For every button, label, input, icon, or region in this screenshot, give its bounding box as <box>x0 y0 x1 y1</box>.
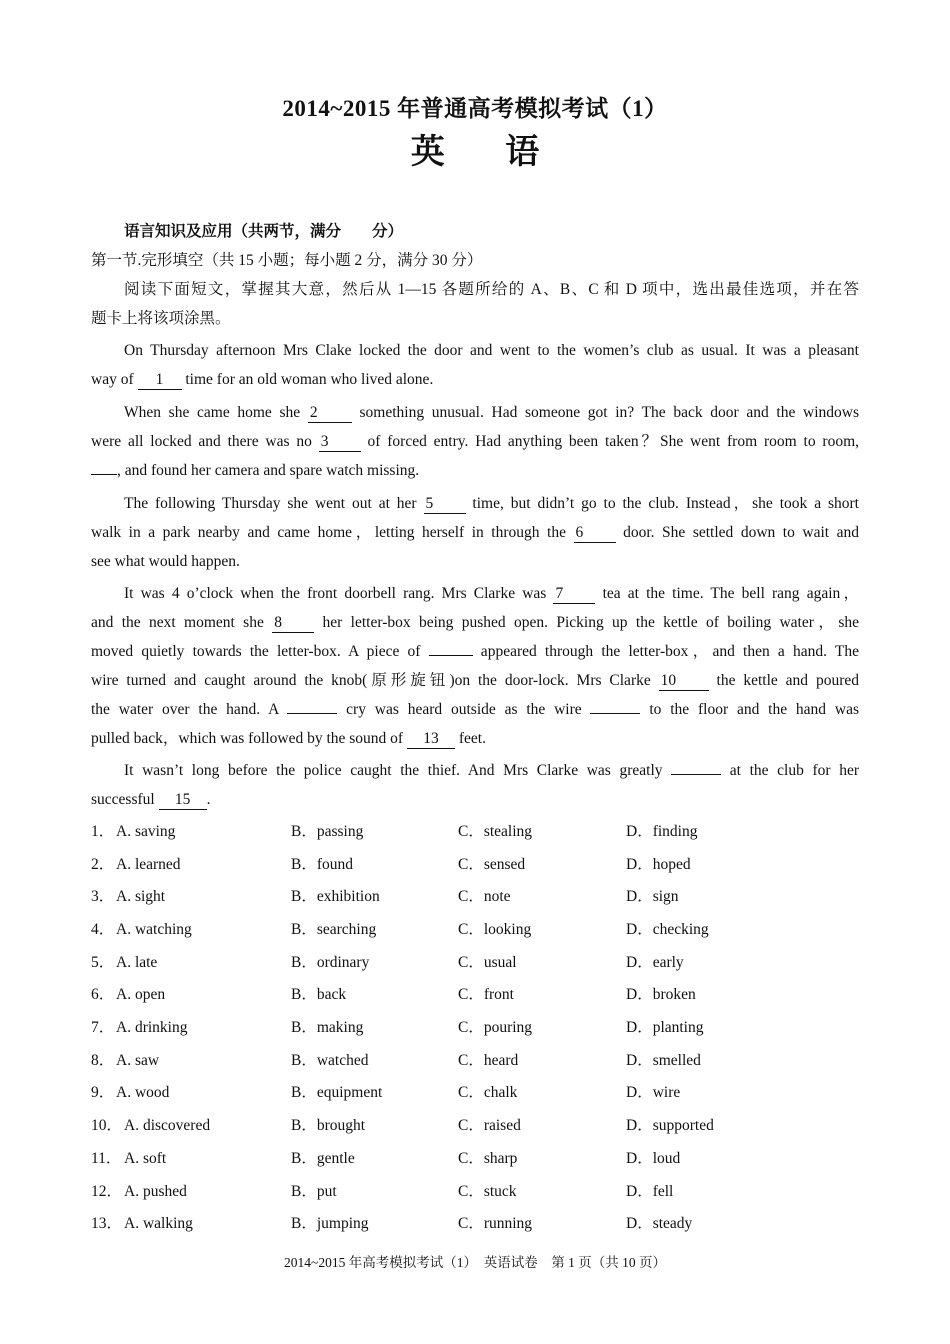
blank-5: 5 <box>424 495 466 514</box>
option-d: D．fell <box>626 1183 674 1200</box>
option-c: C．pouring <box>458 1019 533 1036</box>
option-a: A. drinking <box>116 1019 188 1036</box>
passage-line <box>91 666 859 695</box>
passage-text: , and found her camera and spare watch missing. <box>117 462 420 479</box>
option-c: C．looking <box>458 921 532 938</box>
option-b: B．watched <box>291 1052 369 1069</box>
option-row <box>91 1046 859 1075</box>
option-d: D．checking <box>626 921 709 938</box>
option-b: B．gentle <box>291 1150 355 1167</box>
passage-text: her letter-box being pushed open. Picking up the kettle of boiling water，she <box>314 614 859 631</box>
passage-text: the kettle and poured <box>708 672 859 689</box>
blank-7: 7 <box>553 585 595 604</box>
passage-text: something unusual. Had someone got in? The back door and the windows <box>351 404 859 421</box>
part-title: 第一节.完形填空（共 15 小题；每小题 2 分，满分 30 分） <box>91 252 483 269</box>
passage-text: It was 4 o’clock when the front doorbell rang. Mrs Clarke was <box>124 585 554 602</box>
question-number: 2． <box>91 856 115 873</box>
option-d: D．steady <box>626 1215 693 1232</box>
blank-6: 6 <box>574 524 616 543</box>
option-c: C．sensed <box>458 856 526 873</box>
passage-line <box>124 579 859 608</box>
passage-text: of forced entry. Had anything been taken？She went from room to room, <box>360 433 859 450</box>
option-b: B．exhibition <box>291 888 380 905</box>
passage-line <box>91 724 859 753</box>
option-b: B．searching <box>291 921 377 938</box>
option-b: B．back <box>291 986 347 1003</box>
blank-4 <box>91 474 117 475</box>
question-number: 8． <box>91 1052 115 1069</box>
blank-14 <box>671 774 721 775</box>
option-a: A. wood <box>116 1084 170 1101</box>
question-number: 11． <box>91 1150 122 1167</box>
option-d: D．wire <box>626 1084 681 1101</box>
instructions-line-2: 题卡上将该项涂黑。 <box>91 310 231 327</box>
passage-text: cry was heard outside as the wire <box>337 701 591 718</box>
question-number: 10． <box>91 1117 123 1134</box>
option-c: C．stuck <box>458 1183 517 1200</box>
question-number: 12． <box>91 1183 123 1200</box>
passage-text: tea at the time. The bell rang again， <box>595 585 860 602</box>
option-row <box>91 1144 859 1173</box>
passage-text: wire turned and caught around the knob(原形旋钮)on the door-lock. Mrs Clarke <box>91 672 659 689</box>
passage-text: time, but didn’t go to the club. Instead，she took a short <box>465 495 859 512</box>
passage-text: When she came home she <box>124 404 308 421</box>
option-b: B．making <box>291 1019 364 1036</box>
question-number: 9． <box>91 1084 115 1101</box>
option-c: C．raised <box>458 1117 521 1134</box>
option-row <box>91 1111 859 1140</box>
option-c: C．sharp <box>458 1150 518 1167</box>
option-d: D．finding <box>626 823 698 840</box>
subject-title: 英 语 <box>410 134 566 171</box>
blank-10: 10 <box>659 672 709 691</box>
passage-text: successful <box>91 791 159 808</box>
option-row <box>91 817 859 846</box>
blank-15: 15 <box>159 791 207 810</box>
passage-text: at the club for her <box>721 762 859 779</box>
passage-text: pulled back，which was followed by the sound of <box>91 730 407 747</box>
question-number: 6． <box>91 986 115 1003</box>
option-c: C．running <box>458 1215 533 1232</box>
option-b: B．found <box>291 856 354 873</box>
question-number: 7． <box>91 1019 115 1036</box>
option-d: D．supported <box>626 1117 714 1134</box>
passage-text: walk in a park nearby and came home，letting herself in through the <box>91 524 574 541</box>
option-d: D．smelled <box>626 1052 701 1069</box>
option-c: C．chalk <box>458 1084 518 1101</box>
option-a: A. saving <box>116 823 176 840</box>
option-c: C．heard <box>458 1052 519 1069</box>
option-a: A. walking <box>124 1215 193 1232</box>
option-c: C．front <box>458 986 514 1003</box>
passage-text: and the next moment she <box>91 614 273 631</box>
option-a: A. saw <box>116 1052 160 1069</box>
option-d: D．broken <box>626 986 696 1003</box>
option-a: A. open <box>116 986 166 1003</box>
blank-11 <box>287 713 337 714</box>
option-c: C．stealing <box>458 823 533 840</box>
instructions-line-1: 阅读下面短文，掌握其大意，然后从 1—15 各题所给的 A、B、C 和 D 项中，选出最佳选项，并在答 <box>124 281 859 298</box>
option-b: B．ordinary <box>291 954 370 971</box>
passage-line <box>124 756 859 785</box>
question-number: 1． <box>91 823 115 840</box>
passage-text: The following Thursday she went out at her <box>124 495 424 512</box>
section-heading: 语言知识及应用（共两节，满分 分） <box>124 223 404 240</box>
question-number: 13． <box>91 1215 123 1232</box>
passage-line: see what would happen. <box>91 553 240 570</box>
option-d: D．sign <box>626 888 679 905</box>
passage-text: were all locked and there was no <box>91 433 319 450</box>
option-row <box>91 915 859 944</box>
page-footer: 2014~2015 年高考模拟考试（1） 英语试卷 第 1 页（共 10 页） <box>284 1255 666 1270</box>
passage-text: It wasn’t long before the police caught the thief. And Mrs Clarke was greatly <box>124 762 672 779</box>
passage-line <box>91 518 859 547</box>
option-b: B．brought <box>291 1117 366 1134</box>
passage-text: feet. <box>454 730 486 747</box>
passage-text: appeared through the letter-box，and then a hand. The <box>472 643 859 660</box>
passage-line <box>91 608 859 637</box>
option-row <box>91 1013 859 1042</box>
option-a: A. watching <box>116 921 192 938</box>
blank-12 <box>590 713 640 714</box>
option-b: B．passing <box>291 823 364 840</box>
option-b: B．put <box>291 1183 337 1200</box>
passage-text: way of <box>91 371 138 388</box>
passage-line <box>91 785 859 814</box>
option-a: A. discovered <box>124 1117 211 1134</box>
option-row <box>91 980 859 1009</box>
passage-text: door. She settled down to wait and <box>615 524 859 541</box>
passage-text: moved quietly towards the letter-box. A piece of <box>91 643 429 660</box>
blank-13: 13 <box>407 730 455 749</box>
option-d: D．hoped <box>626 856 691 873</box>
option-a: A. late <box>116 954 158 971</box>
option-d: D．loud <box>626 1150 681 1167</box>
option-c: C．usual <box>458 954 517 971</box>
blank-1: 1 <box>138 371 182 390</box>
option-a: A. soft <box>124 1150 167 1167</box>
option-row <box>91 850 859 879</box>
blank-8: 8 <box>272 614 314 633</box>
option-d: D．early <box>626 954 684 971</box>
passage-text: . <box>206 791 211 808</box>
passage-line <box>124 398 859 427</box>
question-number: 4． <box>91 921 115 938</box>
question-number: 5． <box>91 954 115 971</box>
blank-3: 3 <box>319 433 361 452</box>
option-a: A. learned <box>116 856 181 873</box>
passage-line <box>91 637 859 666</box>
option-d: D．planting <box>626 1019 704 1036</box>
passage-line <box>124 489 859 518</box>
exam-title: 2014~2015 年普通高考模拟考试（1） <box>282 96 668 121</box>
passage-text: the water over the hand. A <box>91 701 288 718</box>
option-b: B．jumping <box>291 1215 369 1232</box>
question-number: 3． <box>91 888 115 905</box>
passage-line: On Thursday afternoon Mrs Clake locked the door and went to the women’s club as usual. It was a pleasant <box>124 342 859 359</box>
passage-line <box>91 456 859 485</box>
passage-line <box>91 427 859 456</box>
option-a: A. pushed <box>124 1183 187 1200</box>
passage-text: time for an old woman who lived alone. <box>181 371 434 388</box>
option-a: A. sight <box>116 888 166 905</box>
blank-9 <box>429 655 473 656</box>
option-row <box>91 1078 859 1107</box>
passage-text: to the floor and the hand was <box>640 701 859 718</box>
option-row <box>91 1177 859 1206</box>
blank-2: 2 <box>308 404 352 423</box>
option-row <box>91 882 859 911</box>
passage-line <box>91 365 859 394</box>
passage-line <box>91 695 859 724</box>
option-row <box>91 948 859 977</box>
option-b: B．equipment <box>291 1084 383 1101</box>
option-c: C．note <box>458 888 511 905</box>
option-row <box>91 1209 859 1238</box>
